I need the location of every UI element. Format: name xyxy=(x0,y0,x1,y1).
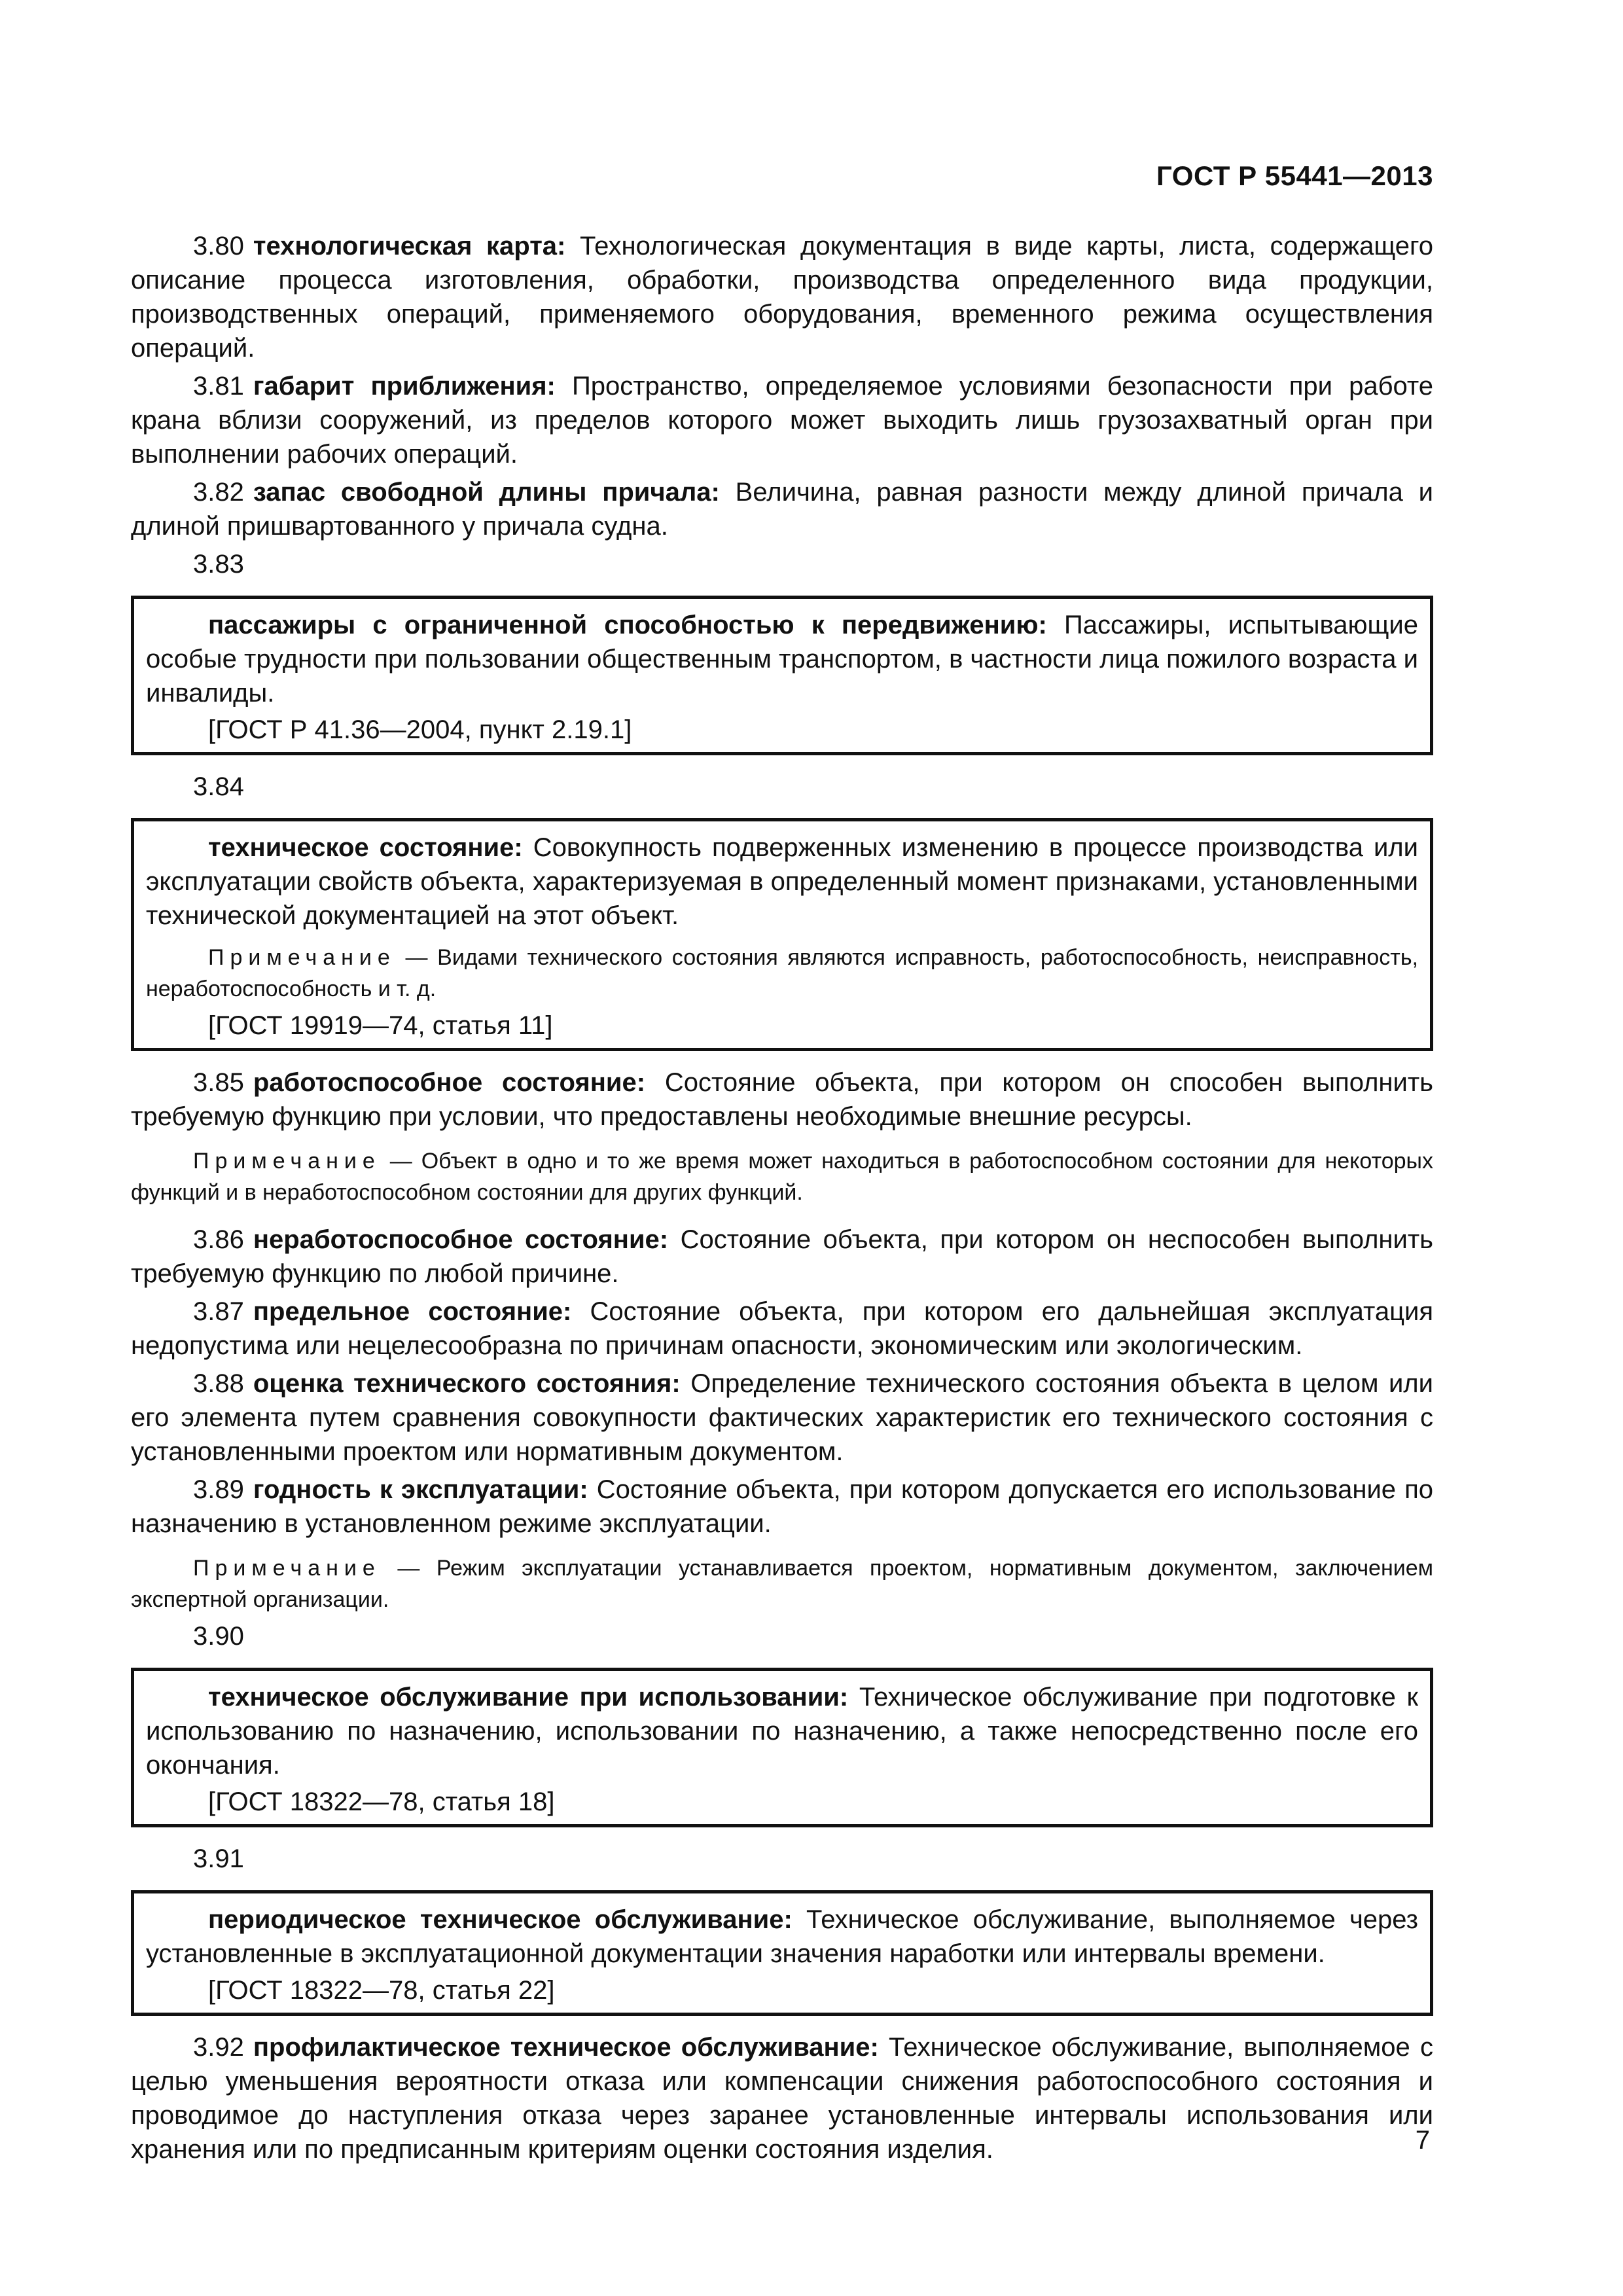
entry-term: предельное состояние: xyxy=(253,1297,572,1326)
note-text: — Видами технического состояния являются исправность, работоспособность, неисправность, неработоспособность и т. д. xyxy=(146,945,1418,1001)
entry-term: периодическое техническое обслуживание: xyxy=(208,1905,793,1934)
document-header: ГОСТ Р 55441—2013 xyxy=(1156,160,1433,191)
entry-definition: Пространство, определяемое условиями безопасности при работе крана вблизи сооружений, из пределов которого может выходить лишь грузозахватный орган при выполнении рабочих операций. xyxy=(131,372,1434,469)
note-label: Примечание xyxy=(193,1556,381,1581)
entry-term: профилактическое техническое обслуживание: xyxy=(253,2033,879,2062)
entry-definition: Пассажиры, испытывающие особые трудности при пользовании общественным транспортом, в частности лица пожилого возраста и инвалиды. xyxy=(146,611,1418,708)
entry-number: 3.81 xyxy=(193,372,244,401)
entry-number: 3.80 xyxy=(193,232,244,260)
entry-term: запас свободной длины причала: xyxy=(253,478,720,507)
entry-3-92 xyxy=(131,2030,1433,2166)
entry-3-86 xyxy=(131,1223,1433,1291)
entry-3-87 xyxy=(131,1295,1433,1363)
entry-source: [ГОСТ 18322—78, статья 18] xyxy=(208,1787,555,1816)
entry-3-81 xyxy=(131,369,1433,471)
entry-3-85 xyxy=(131,1066,1433,1134)
entry-term: габарит приближения: xyxy=(253,372,556,401)
entry-term: техническое обслуживание при использовании: xyxy=(208,1683,849,1712)
entry-definition: Техническое обслуживание, выполняемое с целью уменьшения вероятности отказа или компенсации снижения работоспособного состояния и проводимое до наступления отказа через заранее установленные интервалы использования или хранения или по предписанным критериям оценки состояния изделия. xyxy=(131,2033,1434,2164)
note-text: — Режим эксплуатации устанавливается проектом, нормативным документом, заключением экспертной организации. xyxy=(131,1556,1433,1612)
note-text: — Объект в одно и то же время может находиться в работоспособном состоянии для некоторых функций и в неработоспособном состоянии для других функций. xyxy=(131,1149,1433,1205)
entry-term: годность к эксплуатации: xyxy=(253,1475,588,1504)
entry-number-3-83: 3.83 xyxy=(193,550,244,579)
entry-number: 3.87 xyxy=(193,1297,244,1326)
entry-number: 3.89 xyxy=(193,1475,244,1504)
entry-3-83 xyxy=(146,608,1418,710)
entry-number-3-91: 3.91 xyxy=(193,1844,244,1873)
entry-note-3-89 xyxy=(131,1552,1433,1615)
entry-number: 3.86 xyxy=(193,1225,244,1254)
entry-term: работоспособное состояние: xyxy=(253,1068,646,1097)
note-label: Примечание xyxy=(208,945,396,970)
entry-3-80 xyxy=(131,229,1433,365)
entry-definition: Величина, равная разности между длиной причала и длиной пришвартованного у причала судна. xyxy=(131,478,1433,541)
entry-source: [ГОСТ Р 41.36—2004, пункт 2.19.1] xyxy=(208,715,632,744)
entry-term: технологическая карта: xyxy=(253,232,566,260)
entry-definition: Состояние объекта, при котором он неспособен выполнить требуемую функцию по любой причине. xyxy=(131,1225,1434,1288)
entry-number-3-84: 3.84 xyxy=(193,772,244,801)
entry-definition: Технологическая документация в виде карты, листа, содержащего описание процесса изготовления, обработки, производства определенного вида продукции, производственных операций, применяемого оборудования, временного режима осуществления операций. xyxy=(131,232,1433,363)
entry-3-82 xyxy=(131,475,1433,543)
page-number: 7 xyxy=(1415,2126,1430,2155)
entry-definition: Техническое обслуживание при подготовке к использованию по назначению, использовании по назначению, а также непосредственно после его окончания. xyxy=(146,1683,1418,1780)
entry-term: оценка технического состояния: xyxy=(253,1369,681,1398)
entry-3-84 xyxy=(146,831,1418,933)
entry-number: 3.88 xyxy=(193,1369,244,1398)
entry-definition: Техническое обслуживание, выполняемое через установленные в эксплуатационной документации значения наработки или интервалы времени. xyxy=(146,1905,1418,1968)
quoted-definition-box-3-91 xyxy=(131,1890,1433,2016)
entry-note xyxy=(146,942,1418,1005)
entry-definition: Состояние объекта, при котором его дальнейшая эксплуатация недопустима или нецелесообразна по причинам опасности, экономическим или экологическим. xyxy=(131,1297,1434,1360)
entry-number: 3.82 xyxy=(193,478,244,507)
entry-3-91 xyxy=(146,1903,1418,1971)
entry-number: 3.85 xyxy=(193,1068,244,1097)
note-label: Примечание xyxy=(193,1149,381,1174)
entry-note-3-85 xyxy=(131,1145,1433,1208)
entry-term: неработоспособное состояние: xyxy=(253,1225,669,1254)
entry-term: техническое состояние: xyxy=(208,833,523,862)
entry-source: [ГОСТ 19919—74, статья 11] xyxy=(208,1011,553,1040)
entry-definition: Совокупность подверженных изменению в процессе производства или эксплуатации свойств объекта, характеризуемая в определенный момент признаками, установленными технической документацией на этот объект. xyxy=(146,833,1418,930)
quoted-definition-box-3-84 xyxy=(131,818,1433,1051)
document-body xyxy=(131,229,1433,2170)
entry-definition: Состояние объекта, при котором он способен выполнить требуемую функцию при условии, что предоставлены необходимые внешние ресурсы. xyxy=(131,1068,1434,1131)
quoted-definition-box-3-83 xyxy=(131,596,1433,755)
entry-term: пассажиры с ограниченной способностью к передвижению: xyxy=(208,611,1047,639)
entry-definition: Состояние объекта, при котором допускается его использование по назначению в установленном режиме эксплуатации. xyxy=(131,1475,1433,1538)
entry-number-3-90: 3.90 xyxy=(193,1622,244,1651)
entry-definition: Определение технического состояния объекта в целом или его элемента путем сравнения совокупности фактических характеристик его технического состояния с установленными проектом или нормативным документом. xyxy=(131,1369,1433,1466)
entry-source: [ГОСТ 18322—78, статья 22] xyxy=(208,1976,555,2005)
entry-3-88 xyxy=(131,1367,1433,1469)
entry-3-90 xyxy=(146,1680,1418,1782)
entry-3-89 xyxy=(131,1473,1433,1541)
quoted-definition-box-3-90 xyxy=(131,1668,1433,1827)
entry-number: 3.92 xyxy=(193,2033,244,2062)
